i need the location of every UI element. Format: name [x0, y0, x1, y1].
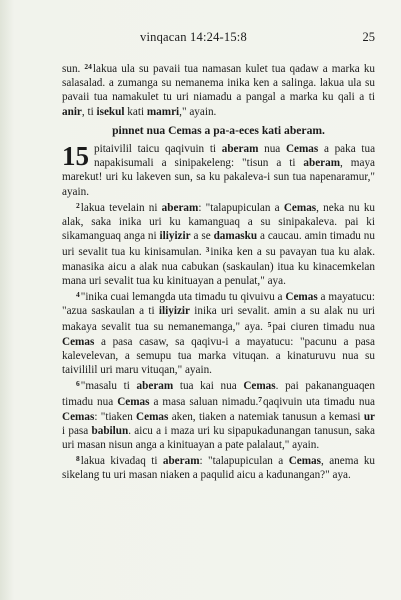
- paragraph-top: sun. $^{24}$lakua ula su pavaii tua namasan kulet tua qadaw a marka ku salasalad. a zumanga su nemanema inika ken a salinga. lakua ula su pavaii tua namakulet tu uri niamadu a pangal a marka ku qali a ti anir, ti isekul kati mamri," ayain.: [62, 62, 376, 118]
- verse-number: 7: [258, 395, 263, 405]
- bold-name: aberam: [161, 201, 199, 214]
- verse-paragraph: $^8$lakua kivadaq ti aberam: "talapupiculan a Cemas, anema ku sikelang tu uri masan niaken a paqulid aicu a kadunangan?" aya.: [62, 454, 376, 482]
- section-heading: pinnet nua Cemas a pa-a-eces kati aberam.: [112, 123, 325, 137]
- bold-name: aberam: [136, 380, 174, 393]
- bold-name: babilun: [91, 424, 129, 437]
- verse-number: 5: [267, 320, 272, 330]
- verse-number: 8: [76, 454, 80, 464]
- verse-paragraph: $^4$"inika cuai lemangda uta timadu tu qivuivu a Cemas a mayatucu: "azua saskaulan a ti iliyizir inika uri sevalit. amin a su alak nu uri makaya sevalit tua su nemanemanga," aya. $^5$pai ciuren timadu nua Cemas a pasa casaw, sa qaqivu-i a mayatucu: "pacunu a pasa kalevelevan, a semupu tua marka vituqan. a kinaturuvu nua su taivililil uri maru vituqan," ayain.: [62, 290, 375, 377]
- verse-number: 4: [76, 290, 80, 300]
- verse-number: 3: [205, 245, 210, 255]
- bold-name: Cemas: [285, 291, 318, 304]
- verses: [62, 199, 375, 483]
- bold-name: ur: [363, 410, 375, 423]
- page-number: 25: [362, 30, 375, 44]
- bold-name: Cemas: [243, 380, 276, 393]
- verse-number: 2: [76, 200, 80, 210]
- bold-name: Cemas: [283, 201, 317, 214]
- chapter-paragraph: 15 pitaivilil taicu qaqivuin ti aberam nua Cemas a paka tua napakisumali a sinipakeleng: "tisun a ti aberam, maya marekut! uri ku lakeven sun, sa ku pakaleva-i sun tua napenaramur," ayain.: [62, 141, 376, 198]
- bold-name: damasku: [213, 230, 258, 243]
- bold-name: iliyizir: [158, 305, 190, 318]
- bold-name: Cemas: [62, 410, 95, 423]
- bold-name: Cemas: [136, 410, 169, 423]
- bold-name: Cemas: [62, 335, 95, 348]
- bold-name: iliyizir: [159, 230, 191, 243]
- running-title: vinqacan 14:24-15:8: [140, 30, 247, 44]
- running-header: [62, 30, 375, 46]
- bold-name: Cemas: [117, 396, 150, 409]
- bold-name: Cemas: [288, 455, 321, 468]
- verse-number: 24: [84, 62, 92, 71]
- page-text: [62, 60, 375, 483]
- verse-number: 6: [76, 379, 80, 389]
- verse-paragraph: $^2$lakua tevelain ni aberam: "talapupiculan a Cemas, neka nu ku alak, saka inika uri ku kamanguaq a su sinipakaleva. pai ki sikamanguaq anga ni iliyizir a se damasku a caucau. amin timadu nu uri sevalit tua ku kinisamulan. $^3$inika ken a su pavayan tua ku alak. manasika aicu a alak nua cabukan (saskaulan) itua ku kinacemkelan mana uri sevalit tua ku kinituayan a penulat," aya.: [62, 200, 376, 287]
- bold-name: aberam: [162, 455, 200, 468]
- verse-paragraph: $^6$"masalu ti aberam tua kai nua Cemas. pai pakananguaqen timadu nua Cemas a masa saluan nimadu.$^7$qaqivuin uta timadu nua Cemas: "tiaken Cemas aken, tiaken a natemiak tanusun a kemasi ur i pasa babilun. aicu a i maza uri ku sipapukadunangan tanusun, saka uri masan nisun anga a kinituayan a pate palalaut," ayain.: [62, 379, 376, 452]
- chapter-number: 15: [62, 141, 89, 172]
